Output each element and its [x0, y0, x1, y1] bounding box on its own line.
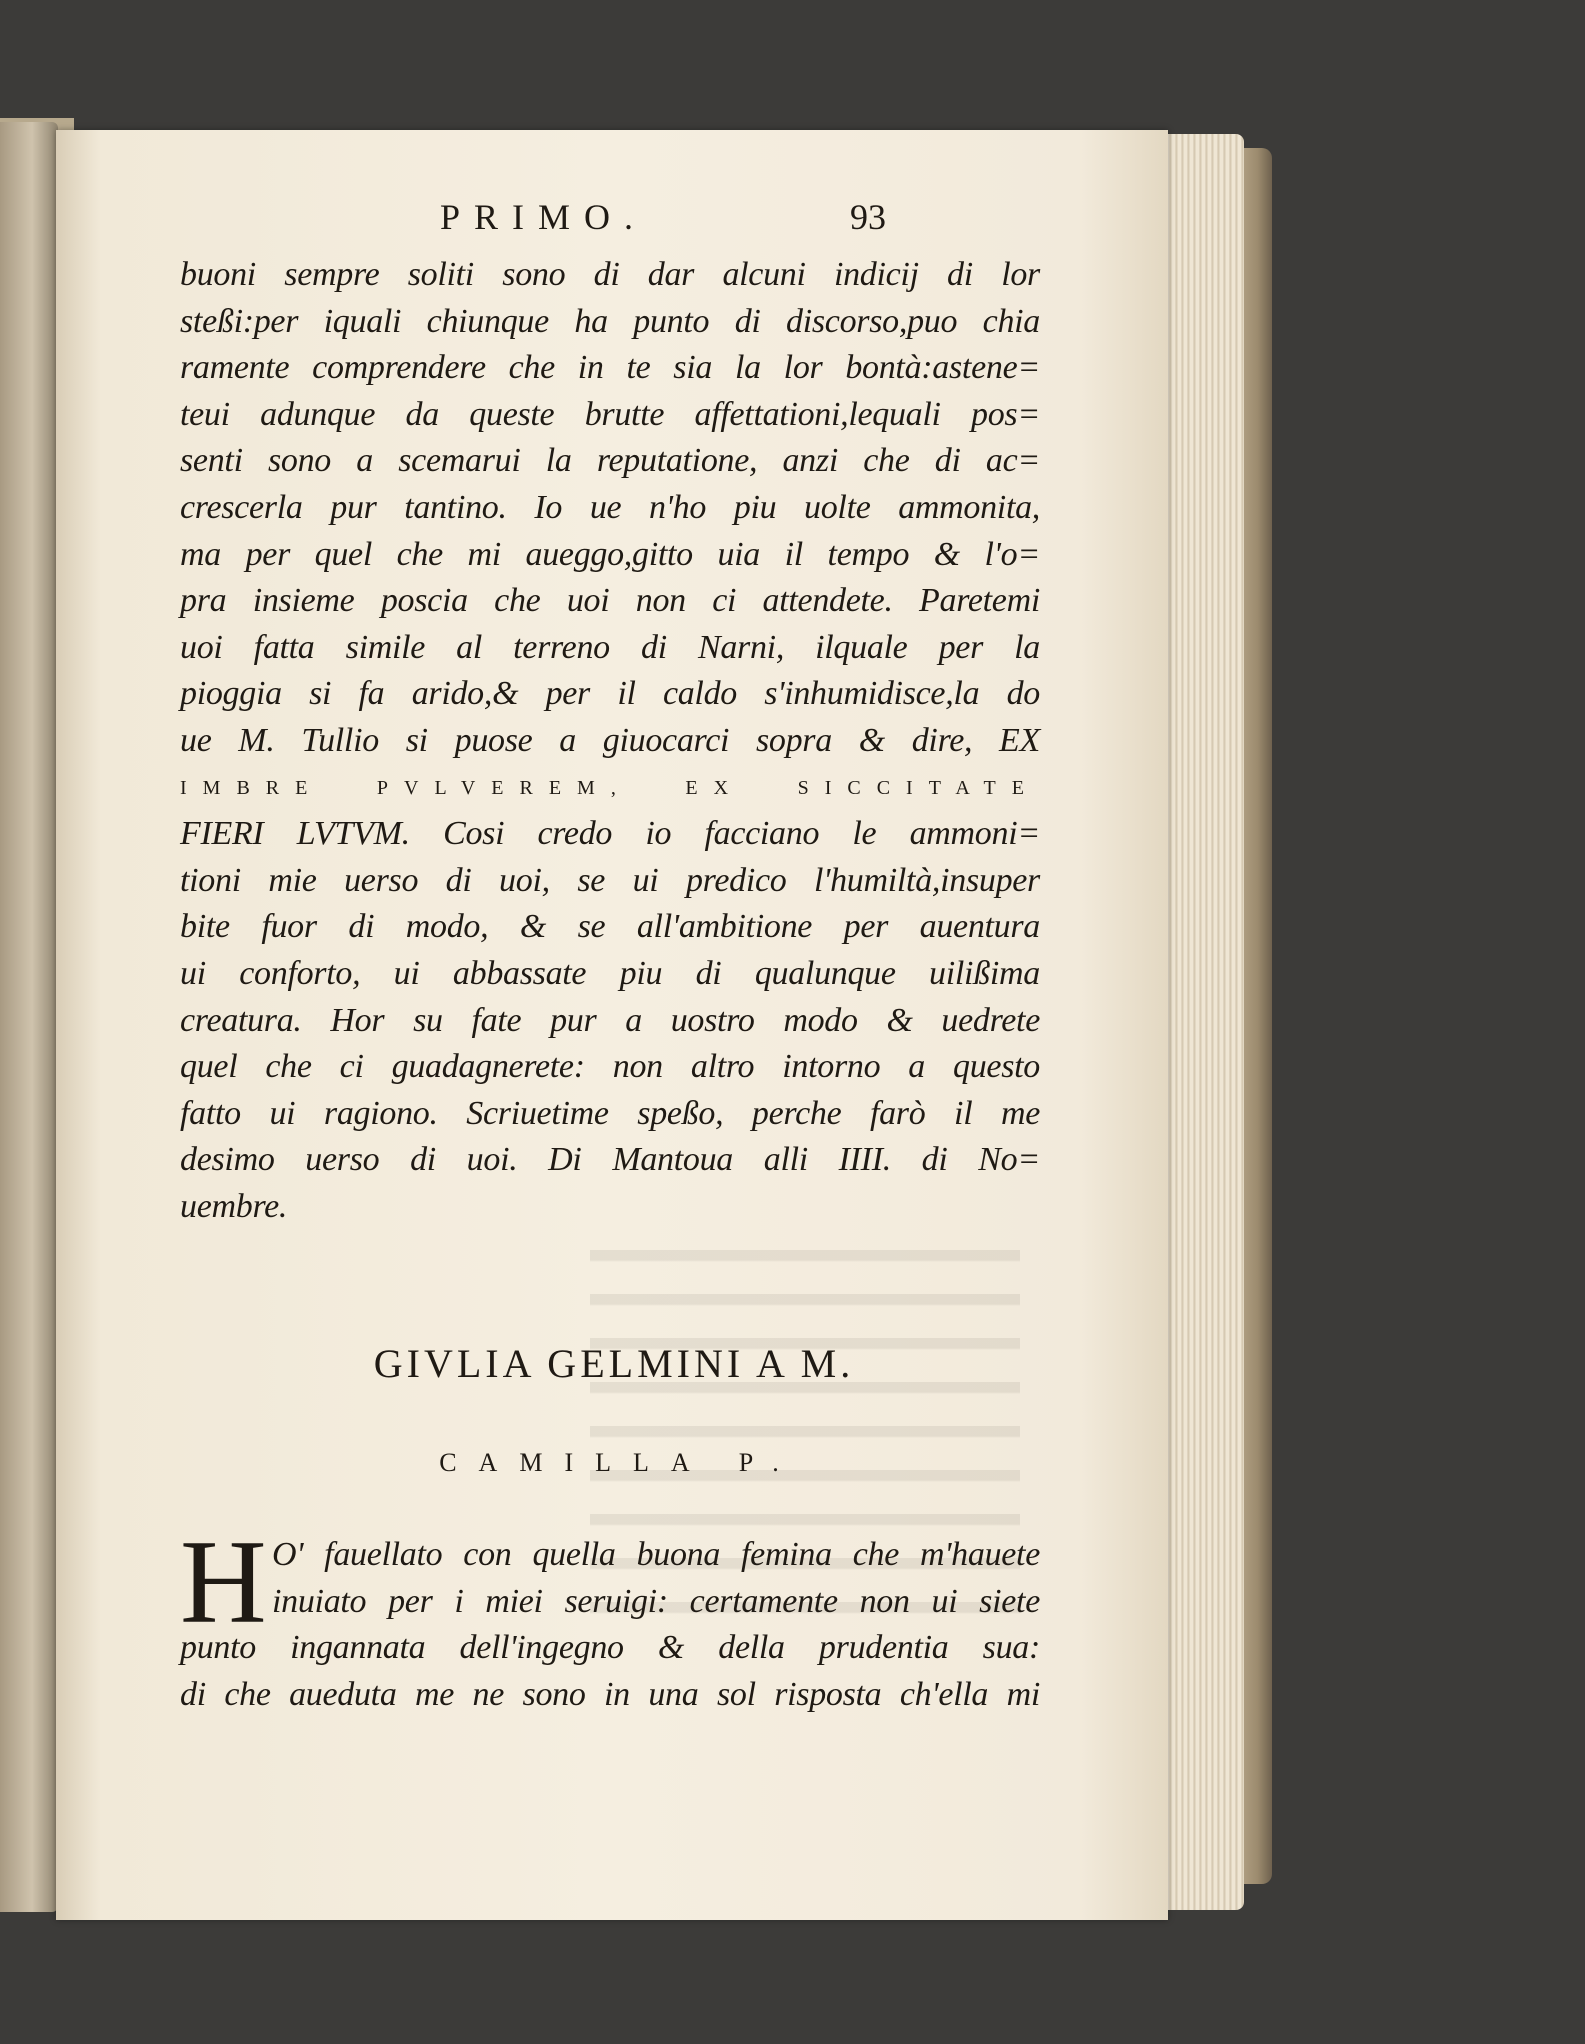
- text-line: inuiato per i miei seruigi: certamente non ui siete: [272, 1582, 1040, 1620]
- text-line: fatto ui ragiono. Scriuetime speßo, perche farò il me: [180, 1094, 1040, 1132]
- letter-subtitle: CAMILLA P.: [439, 1448, 801, 1477]
- letter-title: GIVLIA GELMINI A M.: [373, 1341, 855, 1386]
- text-line: teui adunque da queste brutte affettationi,lequali pos=: [180, 395, 1040, 433]
- page-number: 93: [850, 197, 886, 237]
- facing-page-edge: [0, 122, 58, 1912]
- drop-cap: H: [180, 1515, 267, 1648]
- text-line: ue M. Tullio si puose a giuocarci sopra & dire, EX: [180, 721, 1040, 759]
- text-line: tioni mie uerso di uoi, se ui predico l'humiltà,insuper: [180, 861, 1040, 899]
- text-line: quel che ci guadagnerete: non altro intorno a questo: [180, 1048, 1040, 1086]
- text-line: steßi:per iquali chiunque ha punto di discorso,puo chia: [180, 302, 1040, 340]
- text-line: punto ingannata dell'ingegno & della prudentia sua:: [180, 1629, 1040, 1667]
- text-line: pra insieme poscia che uoi non ci attendete. Paretemi: [180, 582, 1040, 620]
- text-line: di che aueduta me ne sono in una sol risposta ch'ella mi: [180, 1675, 1040, 1713]
- text-line: senti sono a scemarui la reputatione, anzi che di ac=: [180, 442, 1040, 480]
- text-line: O' fauellato con quella buona femina che m'hauete: [272, 1536, 1040, 1573]
- text-line: ui conforto, ui abbassate piu di qualunque uilißima: [180, 954, 1040, 992]
- text-line: uembre.: [180, 1187, 288, 1225]
- text-line: uoi fatta simile al terreno di Narni, ilquale per la: [180, 628, 1040, 666]
- text-line: FIERI LVTVM. Cosi credo io facciano le ammoni=: [180, 815, 1040, 853]
- page-header: [440, 196, 1040, 246]
- text-line: ramente comprendere che in te sia la lor bontà:astene=: [180, 349, 1040, 387]
- text-line-capitals: IMBRE PVLVEREM, EX SICCITATE: [180, 776, 1040, 799]
- body-text: [180, 252, 1040, 1230]
- text-line: pioggia si fa arido,& per il caldo s'inhumidisce,la do: [180, 675, 1040, 713]
- letter-body: [180, 1515, 1040, 1716]
- text-line: desimo uerso di uoi. Di Mantoua alli IIII. di No=: [180, 1141, 1040, 1179]
- text-line: bite fuor di modo, & se all'ambitione per auentura: [180, 908, 1040, 946]
- text-line: crescerla pur tantino. Io ue n'ho piu uolte ammonita,: [180, 488, 1040, 526]
- text-line: ma per quel che mi aueggo,gitto uia il tempo & l'o=: [180, 535, 1040, 573]
- text-line: creatura. Hor su fate pur a uostro modo & uedrete: [180, 1001, 1040, 1039]
- running-head: PRIMO.: [440, 197, 648, 237]
- text-line: buoni sempre soliti sono di dar alcuni indicij di lor: [180, 256, 1040, 293]
